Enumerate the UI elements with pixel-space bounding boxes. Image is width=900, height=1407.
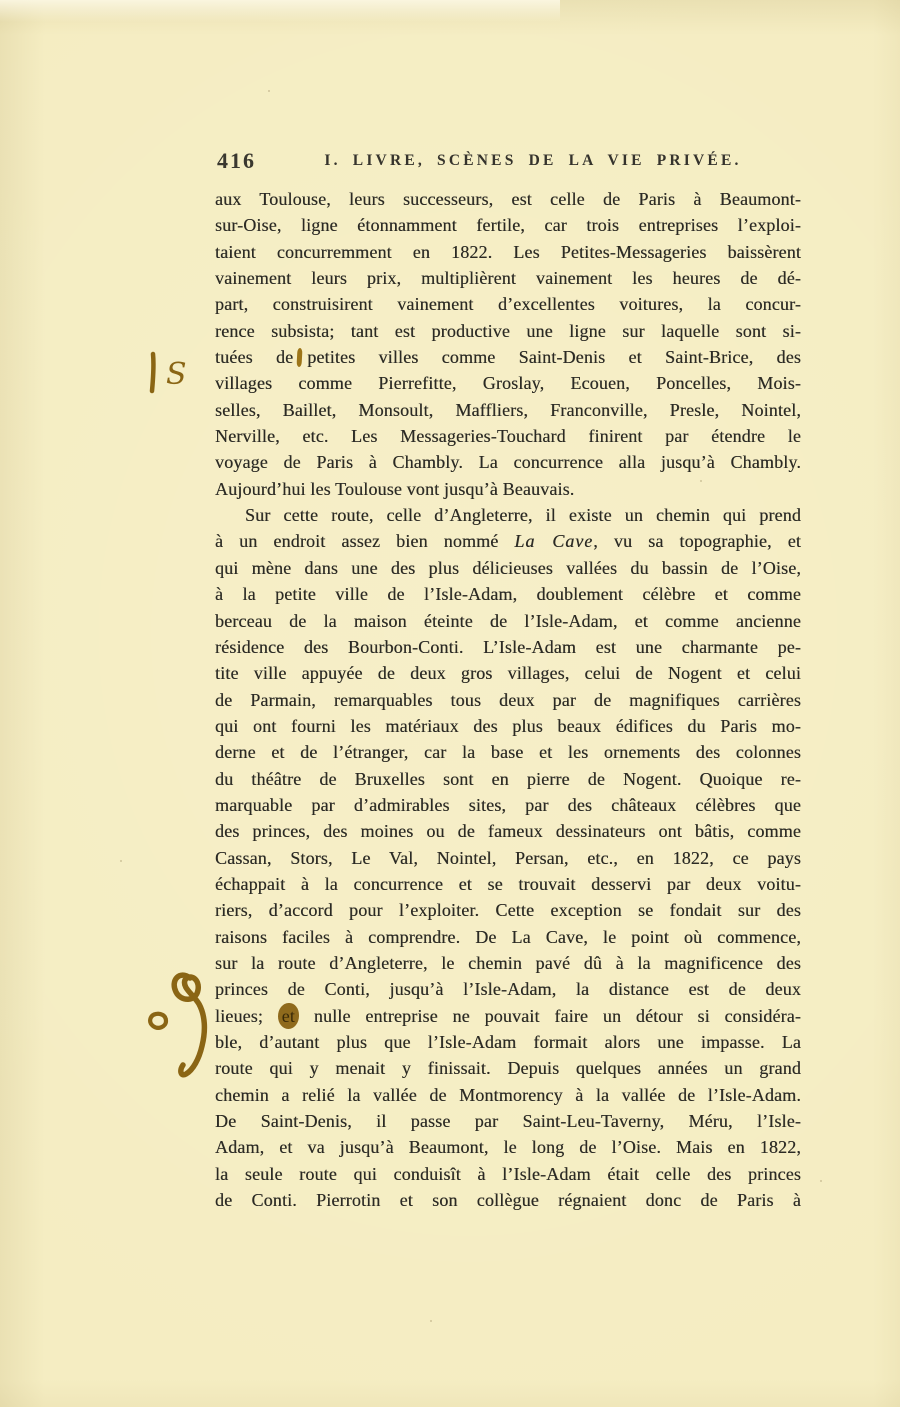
handwritten-o-icon	[150, 1014, 166, 1028]
text-line: villages comme Pierrefitte, Groslay, Ecouen, Poncelles, Mois-	[215, 373, 801, 394]
margin-annotation-s	[144, 346, 200, 400]
text-line: Aujourd’hui les Toulouse vont jusqu’à Beauvais.	[215, 478, 575, 499]
text-line: lieues; et nulle entreprise ne pouvait faire un détour si considéra-	[215, 1003, 801, 1029]
paper-speck	[268, 90, 270, 92]
text-line: à un endroit assez bien nommé La Cave, vu sa topographie, et	[215, 531, 801, 552]
text-line: sur-Oise, ligne étonnamment fertile, car trois entreprises l’exploi-	[215, 215, 801, 236]
text-line: route qui y menait y finissait. Depuis quelques années un grand	[215, 1058, 801, 1079]
text-line: à la petite ville de l’Isle-Adam, doublement célèbre et comme	[215, 584, 801, 605]
handwritten-bar-icon	[152, 354, 153, 391]
text-line: du théâtre de Bruxelles sont en pierre de Nogent. Quoique re-	[215, 768, 801, 789]
text-line: derne et de l’étranger, car la base et les ornements des colonnes	[215, 742, 801, 763]
handwritten-s-letter: S	[166, 357, 187, 392]
text-block	[215, 186, 801, 1213]
text-line: des princes, des moines ou de fameux dessinateurs ont bâtis, comme	[215, 821, 801, 842]
ink-blob-mark: et	[278, 1003, 299, 1029]
text-line: aux Toulouse, leurs successeurs, est celle de Paris à Beaumont-	[215, 189, 801, 209]
text-line: riers, d’accord pour l’exploiter. Cette exception se fondait sur des	[215, 900, 801, 921]
text-line: De Saint-Denis, il passe par Saint-Leu-Taverny, Méru, l’Isle-	[215, 1111, 801, 1132]
text-line: qui ont fourni les matériaux des plus beaux édifices du Paris mo-	[215, 715, 801, 736]
scan-edge-highlight	[0, 0, 560, 22]
ink-stroke-mark	[297, 348, 303, 367]
paper-speck	[430, 1320, 432, 1322]
page-number: 416	[217, 148, 256, 173]
text-line: résidence des Bourbon-Conti. L’Isle-Adam est une charmante pe-	[215, 636, 801, 657]
text-line: tite ville appuyée de deux gros villages, celui de Nogent et celui	[215, 663, 801, 684]
margin-annotation-flourish	[142, 966, 232, 1096]
text-line: chemin a relié la vallée de Montmorency à la vallée de l’Isle-Adam.	[215, 1084, 801, 1105]
text-line: sur la route d’Angleterre, le chemin pavé dû à la magnificence des	[215, 952, 801, 973]
paper-speck	[820, 1180, 822, 1182]
text-line: selles, Baillet, Monsoult, Maffliers, Franconville, Presle, Nointel,	[215, 399, 801, 420]
text-line: voyage de Paris à Chambly. La concurrence alla jusqu’à Chambly.	[215, 452, 801, 473]
text-line: tuées de petites villes comme Saint-Denis et Saint-Brice, des	[215, 347, 801, 368]
paper-speck	[120, 860, 122, 862]
text-line: vainement leurs prix, multiplièrent vainement les heures de dé-	[215, 268, 801, 289]
text-line: qui mène dans une des plus délicieuses vallées du bassin de l’Oise,	[215, 557, 801, 578]
text-line: Cassan, Stors, Le Val, Nointel, Persan, etc., en 1822, ce pays	[215, 847, 801, 868]
text-line: Adam, et va jusqu’à Beaumont, le long de l’Oise. Mais en 1822,	[215, 1137, 801, 1158]
text-line: berceau de la maison éteinte de l’Isle-Adam, et comme ancienne	[215, 610, 801, 631]
text-line: marquable par d’admirables sites, par des châteaux célèbres que	[215, 794, 801, 815]
text-line: ble, d’autant plus que l’Isle-Adam formait alors une impasse. La	[215, 1032, 801, 1052]
text-line: de Parmain, remarquables tous deux par de magnifiques carrières	[215, 689, 801, 710]
text-line: taient concurremment en 1822. Les Petites-Messageries baissèrent	[215, 241, 801, 262]
paper-speck	[700, 480, 702, 482]
text-line: Sur cette route, celle d’Angleterre, il existe un chemin qui prend	[245, 505, 801, 526]
text-line: la seule route qui conduisît à l’Isle-Adam était celle des princes	[215, 1163, 801, 1184]
text-line: rence subsista; tant est productive une ligne sur laquelle sont si-	[215, 320, 801, 341]
handwritten-flourish-icon	[174, 975, 204, 1075]
text-line: raisons faciles à comprendre. De La Cave, le point où commence,	[215, 926, 801, 947]
running-title: I. LIVRE, SCÈNES DE LA VIE PRIVÉE.	[324, 152, 742, 169]
text-line: Nerville, etc. Les Messageries-Touchard finirent par étendre le	[215, 426, 801, 447]
text-line: échappait à la concurrence et se trouvait desservi par deux voitu-	[215, 873, 801, 894]
text-line: part, construisirent vainement d’excellentes voitures, la concur-	[215, 294, 801, 315]
text-line: de Conti. Pierrotin et son collègue régnaient donc de Paris à	[215, 1190, 801, 1211]
page-header	[215, 148, 801, 178]
text-line: princes de Conti, jusqu’à l’Isle-Adam, la distance est de deux	[215, 979, 801, 1000]
